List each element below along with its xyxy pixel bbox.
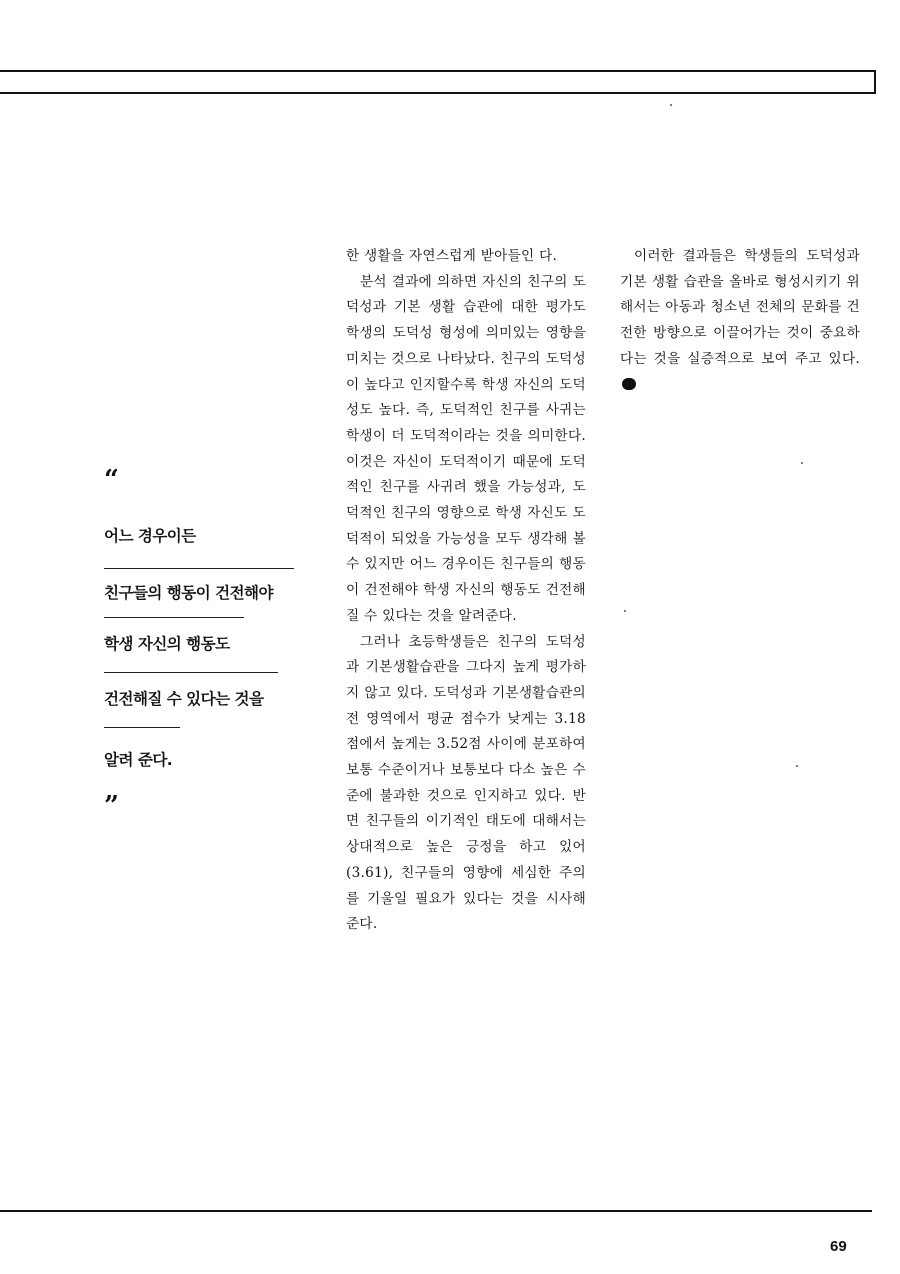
pull-quote-line: 건전해질 수 있다는 것을: [104, 690, 264, 708]
pull-quote: [104, 465, 300, 821]
print-speck: [670, 104, 672, 106]
header-rule-box: [0, 70, 876, 94]
end-of-article-icon: [622, 378, 636, 390]
close-quote-mark: ”: [104, 791, 119, 821]
pull-quote-line: 친구들의 행동이 건전해야: [104, 584, 273, 602]
body-paragraph: [620, 244, 860, 398]
print-speck: [796, 765, 798, 767]
print-speck: [624, 610, 626, 612]
open-quote-mark: “: [104, 465, 119, 495]
footer-rule: [0, 1210, 872, 1212]
article-column-middle: [346, 244, 586, 938]
pull-quote-line: 알려 준다.: [104, 751, 173, 769]
paragraph-text: 이러한 결과들은 학생들의 도덕성과 기본 생활 습관을 올바로 형성시키기 위해서는 아동과 청소년 전체의 문화를 건전한 방향으로 이끌어가는 것이 중요하다는 것을 실증적으로 보여 주고 있다.: [620, 248, 860, 367]
body-paragraph: 분석 결과에 의하면 자신의 친구의 도덕성과 기본 생활 습관에 대한 평가도 학생의 도덕성 형성에 의미있는 영향을 미치는 것으로 나타났다. 친구의 도덕성이 높다고 인지할수록 학생 자신의 도덕성도 높다. 즉, 도덕적인 친구를 사귀는 학생이 더 도덕적이라는 것을 의미한다. 이것은 자신이 도덕적이기 때문에 도덕적인 친구를 사귀려 했을 가능성과, 도덕적인 친구의 영향으로 학생 자신도 도덕적이 되었을 가능성을 모두 생각해 볼 수 있지만 어느 경우이든 친구들의 행동이 건전해야 학생 자신의 행동도 건전해질 수 있다는 것을 알려준다.: [346, 273, 586, 624]
pull-quote-line: 학생 자신의 행동도: [104, 635, 230, 653]
body-paragraph: 한 생활을 자연스럽게 받아들인 다.: [346, 248, 558, 264]
body-paragraph: 그러나 초등학생들은 친구의 도덕성과 기본생활습관을 그다지 높게 평가하지 않고 있다. 도덕성과 기본생활습관의 전 영역에서 평균 점수가 낮게는 3.18점에서 높게는 3.52점 사이에 분포하여 보통 수준이거나 보통보다 다소 높은 수준에 불과한 것으로 인지하고 있다. 반면 친구들의 이기적인 태도에 대해서는 상대적으로 높은 긍정을 하고 있어(3.61), 친구들의 영향에 세심한 주의를 기울일 필요가 있다는 것을 시사해 준다.: [346, 633, 586, 933]
article-column-right: [620, 244, 860, 398]
pull-quote-line: 어느 경우이든: [104, 527, 196, 545]
print-speck: [801, 462, 803, 464]
page-number: 69: [830, 1238, 847, 1255]
